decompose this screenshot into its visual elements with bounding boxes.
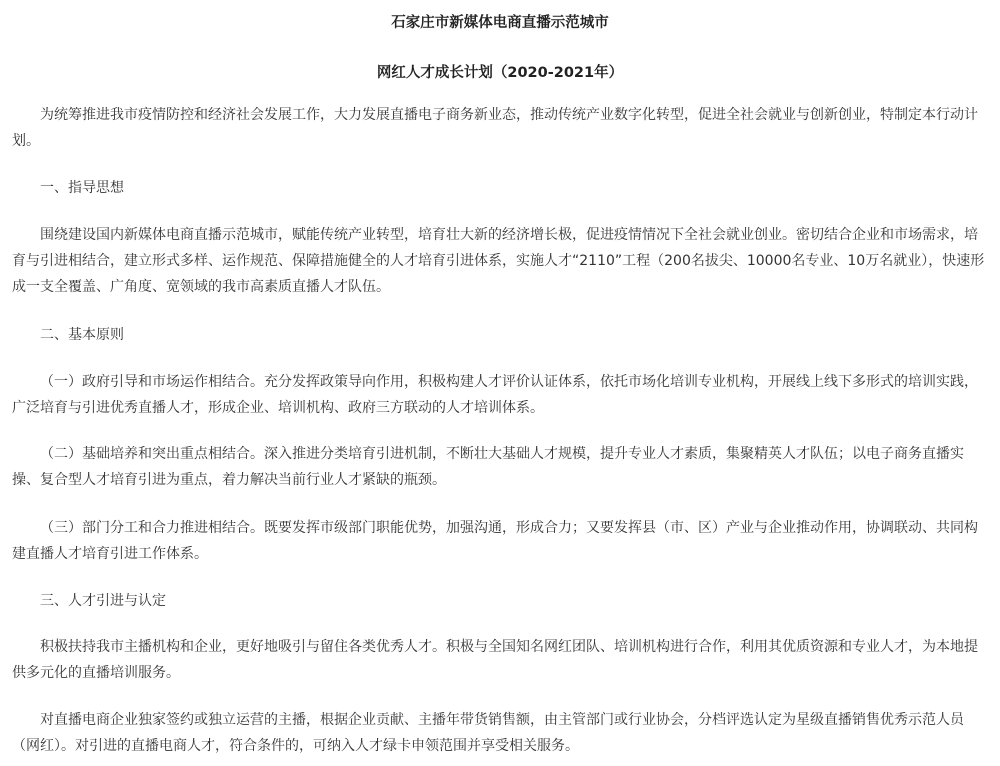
- principle-1-paragraph: （一）政府引导和市场运作相结合。充分发挥政策导向作用，积极构建人才评价认证体系，依托市场化培训专业机构，开展线上线下多形式的培训实践，广泛培育与引进优秀直播人才，形成企业、培训机构、政府三方联动的人才培训体系。: [12, 374, 978, 416]
- section-heading-guiding-ideology: 一、指导思想: [40, 180, 124, 196]
- section-heading-talent-introduction: 三、人才引进与认定: [40, 593, 166, 609]
- document-title-line-2: 网红人才成长计划（2020-2021年）: [376, 65, 624, 81]
- section-3-paragraph-2: 对直播电商企业独家签约或独立运营的主播，根据企业贡献、主播年带货销售额，由主管部门或行业协会，分档评选认定为星级直播销售优秀示范人员（网红）。对引进的直播电商人才，符合条件的，可纳入人才绿卡申领范围并享受相关服务。: [12, 712, 964, 754]
- principle-3-paragraph: （三）部门分工和合力推进相结合。既要发挥市级部门职能优势，加强沟通，形成合力；又要发挥县（市、区）产业与企业推动作用，协调联动、共同构建直播人才培育引进工作体系。: [12, 520, 978, 562]
- document-title-line-1: 石家庄市新媒体电商直播示范城市: [391, 15, 609, 31]
- section-1-paragraph: 围绕建设国内新媒体电商直播示范城市，赋能传统产业转型，培育壮大新的经济增长极，促进疫情情况下全社会就业创业。密切结合企业和市场需求，培育与引进相结合，建立形式多样、运作规范、保障措施健全的人才培育引进体系，实施人才“2110”工程（200名拔尖、10000名专业、10万名就业），快速形成一支全覆盖、广角度、宽领域的我市高素质直播人才队伍。: [12, 227, 985, 295]
- principle-2-paragraph: （二）基础培养和突出重点相结合。深入推进分类培育引进机制，不断壮大基础人才规模，提升专业人才素质，集聚精英人才队伍；以电子商务直播实操、复合型人才培育引进为重点，着力解决当前行业人才紧缺的瓶颈。: [12, 446, 964, 488]
- section-3-paragraph-1: 积极扶持我市主播机构和企业，更好地吸引与留住各类优秀人才。积极与全国知名网红团队、培训机构进行合作，利用其优质资源和专业人才，为本地提供多元化的直播培训服务。: [12, 639, 978, 681]
- section-heading-basic-principles: 二、基本原则: [40, 327, 124, 343]
- intro-paragraph: 为统筹推进我市疫情防控和经济社会发展工作，大力发展直播电子商务新业态，推动传统产业数字化转型，促进全社会就业与创新创业，特制定本行动计划。: [12, 107, 978, 149]
